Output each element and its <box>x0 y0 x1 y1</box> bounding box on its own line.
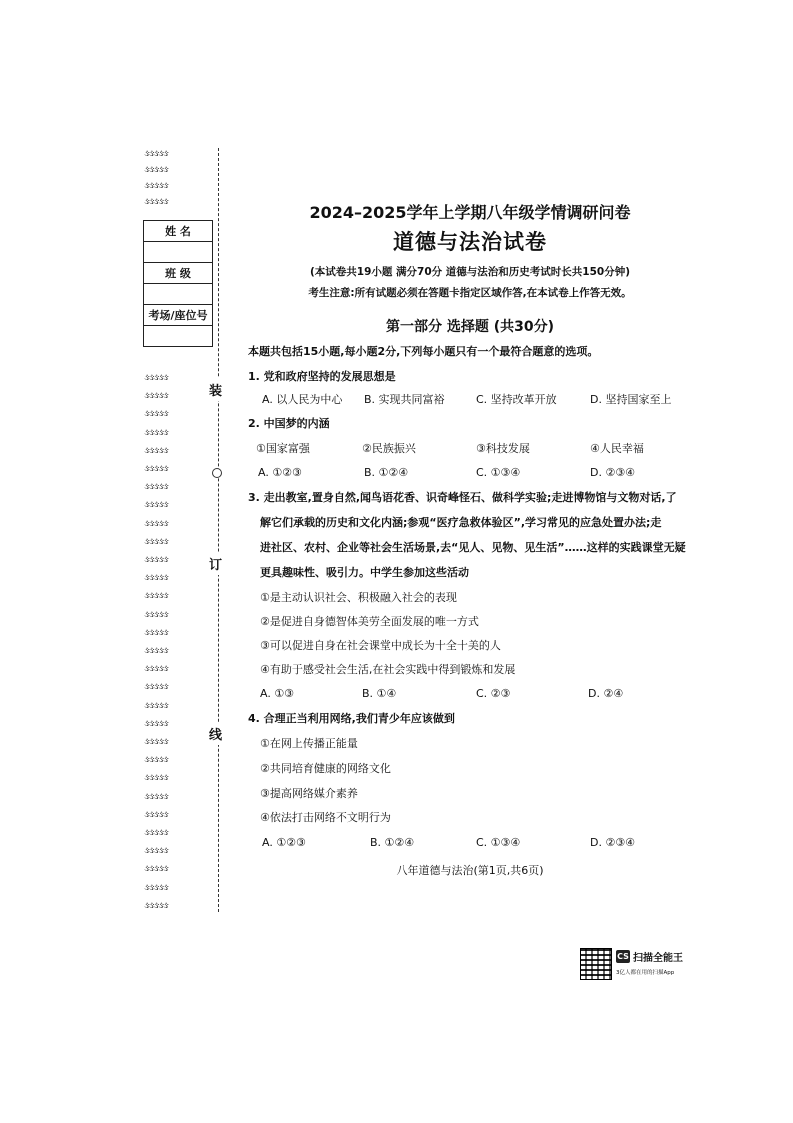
binding-decoration-icon: ઙઙઙઙઙ <box>144 646 168 656</box>
binding-decoration-icon: ઙઙઙઙઙ <box>144 810 168 820</box>
q2-option-d: D. ②③④ <box>590 466 636 479</box>
q1-option-a: A. 以人民为中心 <box>262 393 343 406</box>
q4-option-a: A. ①②③ <box>262 836 306 849</box>
q2-option-c: C. ①③④ <box>476 466 521 479</box>
binding-decoration-icon: ઙઙઙઙઙ <box>144 446 168 456</box>
q4-option-c: C. ①③④ <box>476 836 521 849</box>
q3-stem-line-3: 进社区、农村、企业等社会生活场景,去“见人、见物、见生活”……这样的实践课堂无疑 <box>260 541 686 554</box>
binding-decoration-icon: ઙઙઙઙઙ <box>144 464 168 474</box>
exam-notice: 考生注意:所有试题必须在答题卡指定区域作答,在本试卷上作答无效。 <box>308 287 632 299</box>
q2-option-b: B. ①②④ <box>364 466 409 479</box>
binding-decoration-icon: ઙઙઙઙઙ <box>144 428 168 438</box>
name-field[interactable] <box>144 242 213 263</box>
binding-decoration-icon: ઙઙઙઙઙ <box>144 883 168 893</box>
q3-option-b: B. ①④ <box>362 687 397 700</box>
binding-decoration-icon: ઙઙઙઙઙ <box>144 828 168 838</box>
q2-stem: 2. 中国梦的内涵 <box>248 417 330 430</box>
binding-decoration-icon: ઙઙઙઙઙ <box>144 482 168 492</box>
binding-char-zhuang: 装 <box>209 378 222 401</box>
page-footer: 八年道德与法治(第1页,共6页) <box>396 864 544 877</box>
q3-stem-line-4: 更具趣味性、吸引力。中学生参加这些活动 <box>260 566 469 579</box>
qr-code-icon <box>580 948 612 980</box>
q3-option-a: A. ①③ <box>260 687 295 700</box>
binding-decoration-icon: ઙઙઙઙઙ <box>144 682 168 692</box>
q2-item-2: ②民族振兴 <box>362 442 416 455</box>
binding-decoration-icon: ઙઙઙઙઙ <box>144 165 168 175</box>
q3-item-2: ②是促进自身德智体美劳全面发展的唯一方式 <box>260 615 479 628</box>
binding-char-xian: 线 <box>209 722 222 745</box>
exam-info: (本试卷共19小题 满分70分 道德与法治和历史考试时长共150分钟) <box>309 266 631 278</box>
q3-item-1: ①是主动认识社会、积极融入社会的表现 <box>260 591 457 604</box>
binding-decoration-icon: ઙઙઙઙઙ <box>144 901 168 911</box>
binding-decoration-icon: ઙઙઙઙઙ <box>144 373 168 383</box>
binding-decoration-icon: ઙઙઙઙઙ <box>144 555 168 565</box>
binding-decoration-icon: ઙઙઙઙઙ <box>144 610 168 620</box>
q4-item-3: ③提高网络媒介素养 <box>260 787 358 800</box>
exam-subject: 道德与法治试卷 <box>393 230 547 254</box>
binding-decoration-icon: ઙઙઙઙઙ <box>144 519 168 529</box>
q4-item-4: ④依法打击网络不文明行为 <box>260 811 391 824</box>
binding-decoration-icon: ઙઙઙઙઙ <box>144 181 168 191</box>
q4-stem: 4. 合理正当利用网络,我们青少年应该做到 <box>248 712 455 725</box>
q2-item-1: ①国家富强 <box>256 442 310 455</box>
name-label: 姓 名 <box>144 221 213 242</box>
class-label: 班 级 <box>144 263 213 284</box>
binding-decoration-icon: ઙઙઙઙઙ <box>144 628 168 638</box>
q4-option-b: B. ①②④ <box>370 836 415 849</box>
binding-decoration-icon: ઙઙઙઙઙ <box>144 719 168 729</box>
binding-decoration-icon: ઙઙઙઙઙ <box>144 537 168 547</box>
q3-option-d: D. ②④ <box>588 687 624 700</box>
binding-decoration-icon: ઙઙઙઙઙ <box>144 591 168 601</box>
q2-option-a: A. ①②③ <box>258 466 302 479</box>
binding-decoration-icon: ઙઙઙઙઙ <box>144 664 168 674</box>
exam-title: 2024–2025学年上学期八年级学情调研问卷 <box>309 203 631 222</box>
binding-decoration-icon: ઙઙઙઙઙ <box>144 846 168 856</box>
binding-decoration-icon: ઙઙઙઙઙ <box>144 755 168 765</box>
student-info-table <box>143 220 213 347</box>
q1-stem: 1. 党和政府坚持的发展思想是 <box>248 370 396 383</box>
binding-decoration-icon: ઙઙઙઙઙ <box>144 197 168 207</box>
q3-item-4: ④有助于感受社会生活,在社会实践中得到锻炼和发展 <box>260 663 516 676</box>
q4-item-2: ②共同培育健康的网络文化 <box>260 762 391 775</box>
q3-stem-line-1: 3. 走出教室,置身自然,闻鸟语花香、识奇峰怪石、做科学实验;走进博物馆与文物对话,了 <box>248 491 677 504</box>
binding-hole-icon <box>212 468 222 478</box>
q2-item-3: ③科技发展 <box>476 442 530 455</box>
q1-option-c: C. 坚持改革开放 <box>476 393 557 406</box>
seat-label: 考场/座位号 <box>144 305 213 326</box>
binding-decoration-icon: ઙઙઙઙઙ <box>144 149 168 159</box>
binding-decoration-icon: ઙઙઙઙઙ <box>144 701 168 711</box>
q4-item-1: ①在网上传播正能量 <box>260 737 358 750</box>
q3-stem-line-2: 解它们承载的历史和文化内涵;参观“医疗急救体验区”,学习常见的应急处置办法;走 <box>260 516 662 529</box>
binding-decoration-icon: ઙઙઙઙઙ <box>144 792 168 802</box>
binding-decoration-icon: ઙઙઙઙઙ <box>144 737 168 747</box>
q3-option-c: C. ②③ <box>476 687 511 700</box>
camscanner-name: 扫描全能王 <box>633 953 683 964</box>
q3-item-3: ③可以促进自身在社会课堂中成长为十全十美的人 <box>260 639 501 652</box>
binding-decoration-icon: ઙઙઙઙઙ <box>144 864 168 874</box>
binding-decoration-icon: ઙઙઙઙઙ <box>144 391 168 401</box>
binding-decoration-icon: ઙઙઙઙઙ <box>144 409 168 419</box>
q2-item-4: ④人民幸福 <box>590 442 644 455</box>
part1-title: 第一部分 选择题 (共30分) <box>385 319 555 335</box>
binding-dashed-line <box>218 148 219 912</box>
camscanner-tagline: 3亿人都在用的扫描App <box>616 970 675 976</box>
q1-option-b: B. 实现共同富裕 <box>364 393 445 406</box>
part1-instructions: 本题共包括15小题,每小题2分,下列每小题只有一个最符合题意的选项。 <box>248 345 599 358</box>
binding-decoration-icon: ઙઙઙઙઙ <box>144 500 168 510</box>
binding-decoration-icon: ઙઙઙઙઙ <box>144 573 168 583</box>
q1-option-d: D. 坚持国家至上 <box>590 393 672 406</box>
seat-field[interactable] <box>144 326 213 347</box>
class-field[interactable] <box>144 284 213 305</box>
binding-char-ding: 订 <box>209 552 222 575</box>
binding-decoration-icon: ઙઙઙઙઙ <box>144 773 168 783</box>
q4-option-d: D. ②③④ <box>590 836 636 849</box>
camscanner-logo: CS <box>617 952 629 961</box>
